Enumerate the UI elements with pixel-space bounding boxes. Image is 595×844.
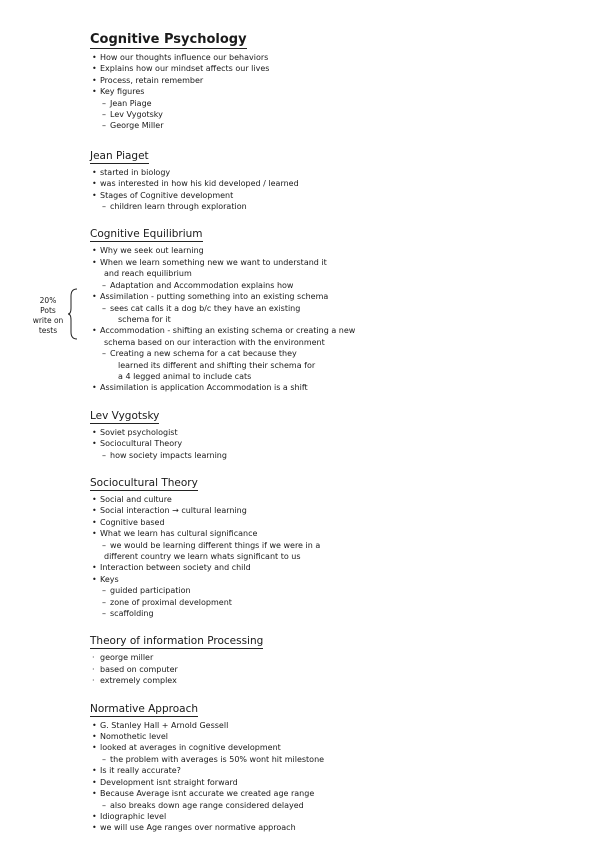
list-item-text: Development isnt straight forward <box>100 777 238 787</box>
bullet-marker: • <box>92 326 97 336</box>
bullet-marker: • <box>92 732 97 742</box>
list-item <box>90 303 585 314</box>
section-heading: Normative Approach <box>90 702 199 715</box>
margin-note <box>30 296 66 336</box>
bullet-marker: – <box>102 303 106 313</box>
list-item <box>90 257 585 268</box>
note-section <box>90 404 585 461</box>
list-item <box>90 167 585 178</box>
list-item <box>90 517 585 528</box>
list-item <box>90 505 585 516</box>
list-item-text: started in biology <box>100 167 171 177</box>
bullet-marker: • <box>92 766 97 776</box>
list-item-text: Why we seek out learning <box>100 246 204 256</box>
bullet-marker: – <box>102 609 106 619</box>
list-item-text: Social interaction → cultural learning <box>100 506 247 516</box>
notes-body <box>90 28 585 844</box>
list-item-text: Social and culture <box>100 494 172 504</box>
list-item <box>90 450 585 461</box>
list-item-text: Jean Piage <box>110 98 152 108</box>
list-item <box>90 86 585 97</box>
bullet-marker: • <box>92 179 97 189</box>
list-item-text: guided participation <box>110 586 191 596</box>
bullet-marker: • <box>92 743 97 753</box>
list-item-text: G. Stanley Hall + Arnold Gessell <box>100 720 229 730</box>
margin-note-line: Pots <box>40 306 56 315</box>
list-item <box>90 562 585 573</box>
list-item-text: children learn through exploration <box>110 202 247 212</box>
list-item-text: sees cat calls it a dog b/c they have an existing <box>110 303 301 313</box>
bullet-marker: • <box>92 439 97 449</box>
list-item <box>90 201 585 212</box>
page-title: Cognitive Psychology <box>90 32 247 47</box>
bullet-marker: • <box>92 383 97 393</box>
bullet-marker: • <box>92 563 97 573</box>
list-item-text: extremely complex <box>100 676 177 686</box>
margin-brace-icon <box>68 288 78 340</box>
list-item <box>90 754 585 765</box>
list-item-text: was interested in how his kid developed / learned <box>100 179 299 189</box>
list-item <box>90 765 585 776</box>
bullet-marker: · <box>92 664 95 674</box>
list-item-text: Key figures <box>100 87 145 97</box>
list-item <box>90 245 585 256</box>
list-item-text: Creating a new schema for a cat because they <box>110 349 297 359</box>
list-item-text: Adaptation and Accommodation explains how <box>110 280 294 290</box>
margin-note-line: write on <box>32 316 64 325</box>
bullet-marker: – <box>102 800 106 810</box>
list-item <box>90 788 585 799</box>
list-item <box>90 109 585 120</box>
bullet-marker: • <box>92 292 97 302</box>
bullet-marker: • <box>92 246 97 256</box>
list-item <box>90 822 585 833</box>
note-section <box>90 629 585 686</box>
list-item <box>90 427 585 438</box>
list-item-text: Interaction between society and child <box>100 563 251 573</box>
margin-note-line: tests <box>38 326 58 335</box>
margin-note-line: 20% <box>39 296 57 305</box>
list-item <box>90 720 585 731</box>
list-item <box>90 98 585 109</box>
list-item <box>90 608 585 619</box>
list-item <box>90 325 585 336</box>
list-item-text: and reach equilibrium <box>104 269 192 279</box>
list-item <box>90 52 585 63</box>
bullet-marker: • <box>92 64 97 74</box>
section-heading: Lev Vygotsky <box>90 409 160 422</box>
bullet-marker: • <box>92 529 97 539</box>
list-item-text: schema for it <box>118 314 171 324</box>
bullet-marker: – <box>102 349 106 359</box>
bullet-marker: • <box>92 811 97 821</box>
list-item <box>90 675 585 686</box>
list-item-text: Assimilation - putting something into an existing schema <box>100 292 329 302</box>
bullet-marker: • <box>92 720 97 730</box>
list-item-text: looked at averages in cognitive development <box>100 743 281 753</box>
bullet-marker: – <box>102 98 106 108</box>
bullet-marker: • <box>92 789 97 799</box>
list-item-text: scaffolding <box>110 609 154 619</box>
list-item-text: How our thoughts influence our behaviors <box>100 53 269 62</box>
list-item <box>90 731 585 742</box>
list-item-text: Assimilation is application Accommodation is a shift <box>100 383 308 393</box>
list-item-text: also breaks down age range considered delayed <box>110 800 304 810</box>
bullet-marker: · <box>92 676 95 686</box>
list-item <box>90 382 585 393</box>
list-item <box>90 280 585 291</box>
list-item-text: we will use Age ranges over normative approach <box>100 823 296 833</box>
bullet-marker: – <box>102 450 106 460</box>
section-heading: Cognitive Equilibrium <box>90 228 203 241</box>
bullet-marker: • <box>92 777 97 787</box>
list-item <box>90 178 585 189</box>
note-section <box>90 222 585 393</box>
list-item <box>90 494 585 505</box>
list-item-text: schema based on our interaction with the environment <box>104 337 325 347</box>
list-item <box>90 551 585 562</box>
bullet-marker: – <box>102 110 106 120</box>
note-section <box>90 697 585 834</box>
list-item-text: Accommodation - shifting an existing schema or creating a new <box>100 326 356 336</box>
list-item <box>90 597 585 608</box>
note-section <box>90 28 585 132</box>
list-item-text: George Miller <box>110 121 164 131</box>
list-item <box>90 652 585 663</box>
list-item-text: we would be learning different things if we were in a <box>110 540 321 550</box>
bullet-marker: – <box>102 280 106 290</box>
bullet-marker: – <box>102 540 106 550</box>
list-item <box>90 314 585 325</box>
bullet-marker: • <box>92 494 97 504</box>
list-item-text: the problem with averages is 50% wont hit milestone <box>110 754 325 764</box>
list-item-text: Process, retain remember <box>100 75 204 85</box>
list-item-text: Is it really accurate? <box>100 766 181 776</box>
bullet-marker: • <box>92 167 97 177</box>
list-item-text: Lev Vygotsky <box>110 110 163 120</box>
list-item <box>90 63 585 74</box>
list-item-text: Sociocultural Theory <box>100 439 183 449</box>
list-item-text: george miller <box>100 653 154 663</box>
bullet-marker: • <box>92 87 97 97</box>
bullet-marker: • <box>92 506 97 516</box>
bullet-marker: – <box>102 586 106 596</box>
bullet-marker: • <box>92 75 97 85</box>
list-item-text: a 4 legged animal to include cats <box>118 371 252 381</box>
bullet-marker: • <box>92 257 97 267</box>
list-item <box>90 540 585 551</box>
bullet-marker: – <box>102 121 106 131</box>
list-item <box>90 742 585 753</box>
list-item <box>90 120 585 131</box>
list-item-text: zone of proximal development <box>110 597 232 607</box>
list-item-text: Idiographic level <box>100 811 167 821</box>
list-item <box>90 438 585 449</box>
list-item-text: Soviet psychologist <box>100 427 178 437</box>
note-section <box>90 471 585 619</box>
list-item-text: learned its different and shifting their schema for <box>118 360 316 370</box>
list-item-text: Cognitive based <box>100 517 165 527</box>
list-item <box>90 800 585 811</box>
list-item <box>90 360 585 371</box>
list-item-text: Stages of Cognitive development <box>100 190 234 200</box>
list-item-text: based on computer <box>100 664 178 674</box>
bullet-marker: – <box>102 202 106 212</box>
bullet-marker: • <box>92 574 97 584</box>
section-heading: Sociocultural Theory <box>90 476 198 489</box>
bullet-marker: • <box>92 823 97 833</box>
section-heading: Theory of information Processing <box>90 635 264 648</box>
list-item <box>90 574 585 585</box>
list-item <box>90 664 585 675</box>
list-item <box>90 371 585 382</box>
bullet-marker: • <box>92 427 97 437</box>
list-item <box>90 777 585 788</box>
bullet-marker: – <box>102 754 106 764</box>
list-item <box>90 528 585 539</box>
list-item-text: What we learn has cultural significance <box>100 529 258 539</box>
bullet-marker: – <box>102 597 106 607</box>
bullet-marker: · <box>92 653 95 663</box>
list-item-text: Nomothetic level <box>100 732 169 742</box>
list-item <box>90 190 585 201</box>
list-item-text: how society impacts learning <box>110 450 227 460</box>
list-item <box>90 268 585 279</box>
list-item <box>90 811 585 822</box>
list-item <box>90 75 585 86</box>
bullet-marker: • <box>92 53 97 62</box>
note-section <box>90 144 585 213</box>
bullet-marker: • <box>92 517 97 527</box>
list-item-text: different country we learn whats significant to us <box>104 552 301 561</box>
list-item <box>90 585 585 596</box>
list-item-text: When we learn something new we want to understand it <box>100 257 327 267</box>
list-item <box>90 291 585 302</box>
list-item-text: Explains how our mindset affects our lives <box>100 64 270 74</box>
section-heading: Jean Piaget <box>90 149 149 162</box>
list-item-text: Because Average isnt accurate we created age range <box>100 789 315 799</box>
list-item <box>90 348 585 359</box>
list-item-text: Keys <box>100 574 119 584</box>
list-item <box>90 337 585 348</box>
bullet-marker: • <box>92 190 97 200</box>
